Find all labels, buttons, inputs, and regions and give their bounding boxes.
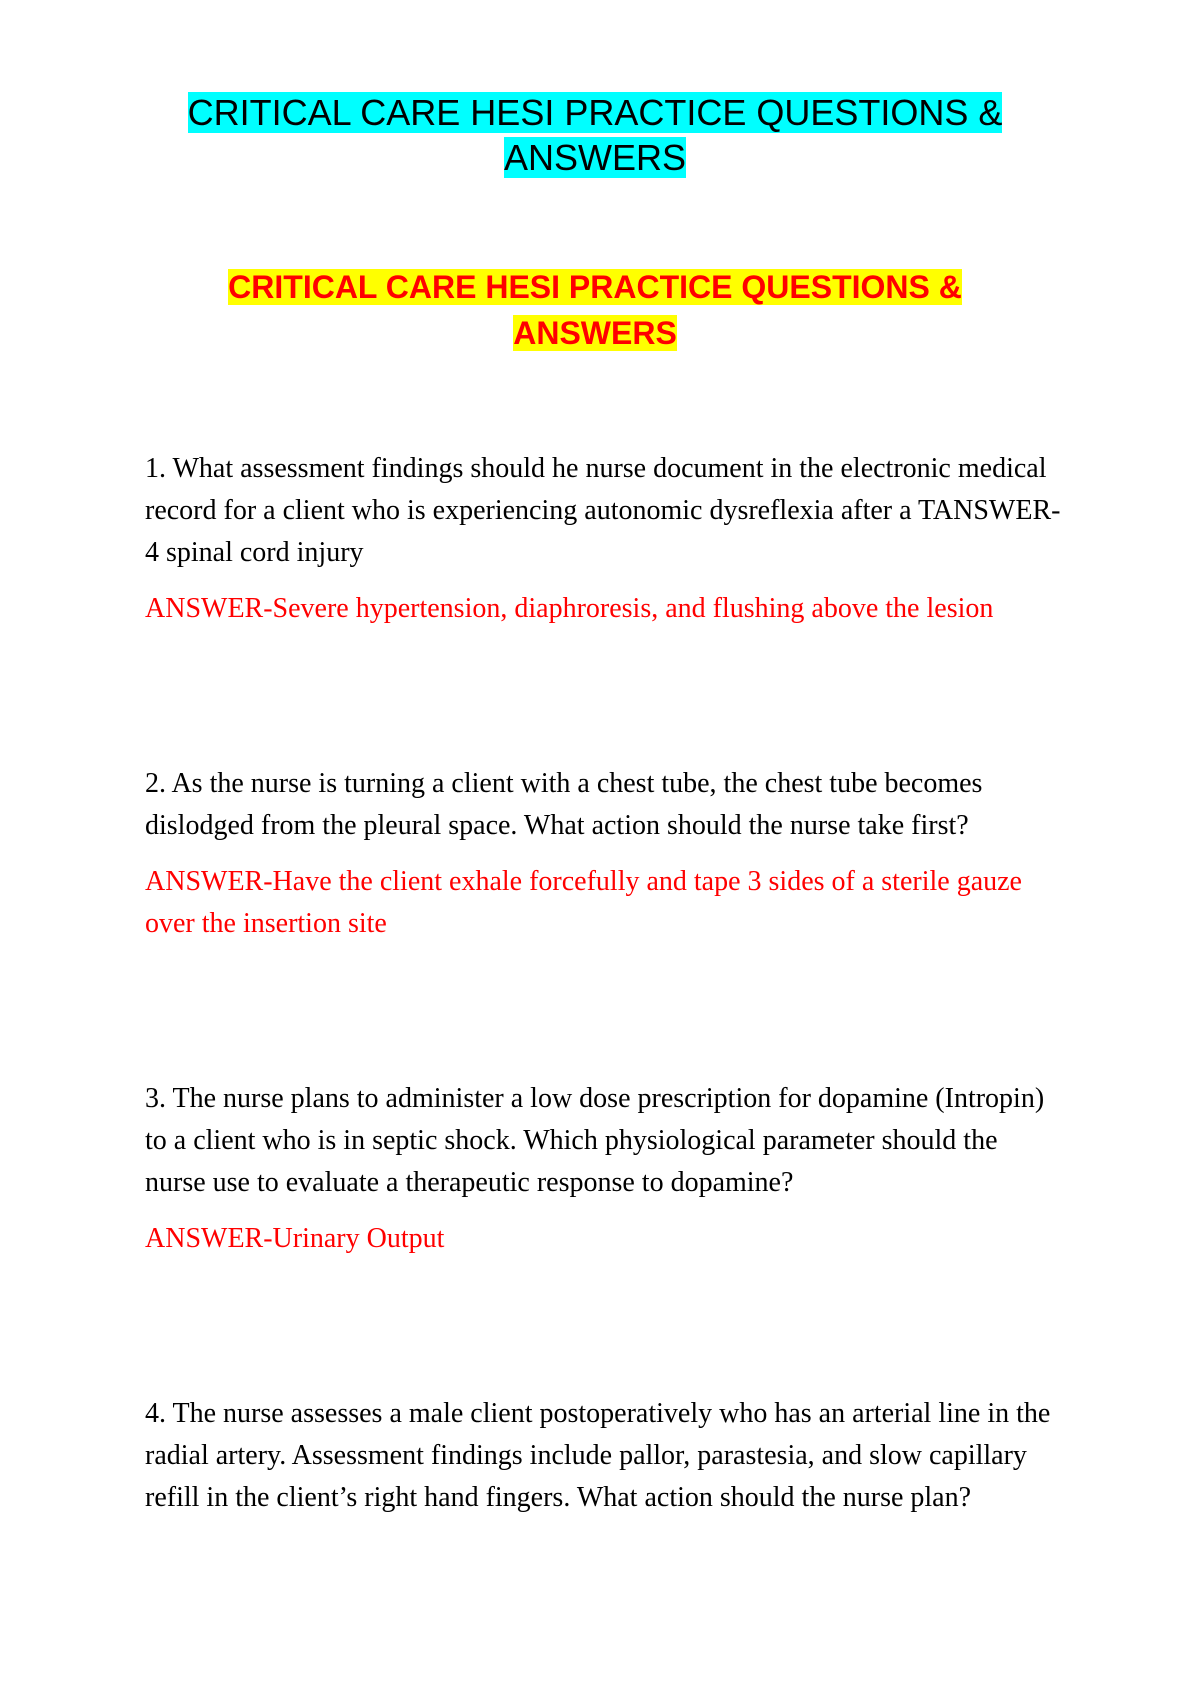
question-1: 1. What assessment findings should he nurse document in the electronic medical record for a client who is experiencing autonomic dysreflexia after a TANSWER-4 spinal cord injury: [145, 453, 1061, 568]
qa-item-2: [145, 763, 1065, 945]
qa-item-3: [145, 1078, 1065, 1260]
document-title-text: CRITICAL CARE HESI PRACTICE QUESTIONS & ANSWERS: [187, 92, 1003, 178]
qa-item-4: [145, 1393, 1065, 1519]
answer-2: ANSWER-Have the client exhale forcefully and tape 3 sides of a sterile gauze over the insertion site: [145, 866, 1022, 939]
answer-1: ANSWER-Severe hypertension, diaphroresis, and flushing above the lesion: [145, 593, 994, 624]
question-4: 4. The nurse assesses a male client postoperatively who has an arterial line in the radial artery. Assessment findings include pallor, parastesia, and slow capillary refill in the client’s right hand fingers. What action should the nurse plan?: [145, 1398, 1051, 1513]
document-title: [150, 90, 1040, 180]
answer-3: ANSWER-Urinary Output: [145, 1223, 445, 1254]
document-subtitle-text: CRITICAL CARE HESI PRACTICE QUESTIONS & ANSWERS: [228, 269, 962, 351]
document-subtitle: [150, 264, 1040, 356]
question-3: 3. The nurse plans to administer a low dose prescription for dopamine (Intropin) to a client who is in septic shock. Which physiological parameter should the nurse use to evaluate a therapeutic response to dopamine?: [145, 1083, 1045, 1198]
qa-item-1: [145, 448, 1065, 630]
question-2: 2. As the nurse is turning a client with a chest tube, the chest tube becomes dislodged from the pleural space. What action should the nurse take first?: [145, 768, 983, 841]
